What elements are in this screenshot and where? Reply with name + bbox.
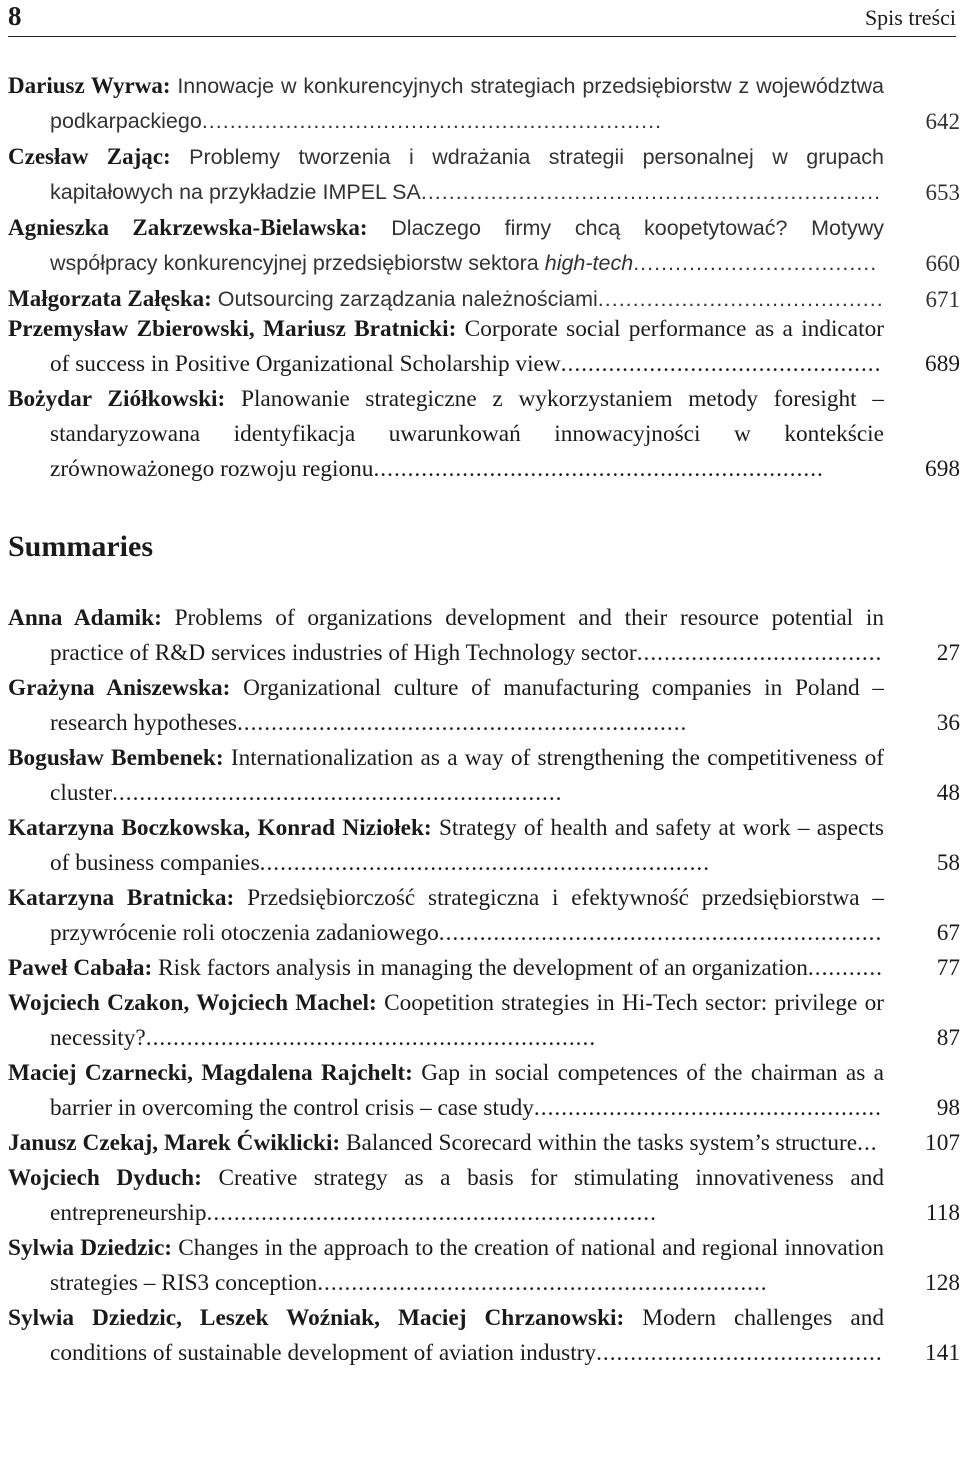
toc-entry — [8, 210, 960, 281]
toc-entry — [8, 1161, 960, 1231]
toc-leader-dots: .................................................................. — [259, 850, 711, 876]
toc-author: Katarzyna Boczkowska, Konrad Niziołek: — [8, 815, 432, 841]
toc-title: Risk factors analysis in managing the development of an organization — [158, 955, 808, 981]
toc-entry — [8, 68, 960, 139]
summaries-list — [8, 601, 960, 1371]
toc-page-number: 642 — [925, 109, 960, 134]
toc-entry-text — [8, 1056, 884, 1126]
toc-title: Planowanie strategiczne z wykorzystaniem metody foresight – standaryzowana identyfikacja uwarunkowań innowacyjności w kontekście zrównoważonego rozwoju regionu — [50, 386, 884, 482]
toc-entry — [8, 1126, 960, 1161]
toc-title: Coopetition strategies in Hi-Tech sector: privilege or necessity? — [50, 990, 884, 1051]
toc-entry-text — [8, 881, 884, 951]
toc-author: Bożydar Ziółkowski: — [8, 386, 226, 412]
toc-page-number: 36 — [936, 710, 960, 736]
toc-leader-dots: ................................................................. — [438, 920, 883, 946]
toc-title: Innowacje w konkurencyjnych strategiach przedsiębiorstw z województwa podkarpackiego — [50, 74, 884, 133]
toc-page-number: 653 — [925, 180, 960, 205]
toc-title: Internationalization as a way of strengthening the competitiveness of cluster — [50, 745, 884, 806]
toc-author: Bogusław Bembenek: — [8, 745, 224, 771]
toc-author: Małgorzata Załęska: — [8, 286, 212, 311]
summaries-heading: Summaries — [8, 530, 153, 563]
toc-entry-text — [8, 1301, 884, 1371]
toc-leader-dots: .......................................... — [596, 1340, 883, 1366]
toc-entry — [8, 741, 960, 811]
toc-entry — [8, 1301, 960, 1371]
toc-leader-dots: .................................................................. — [201, 109, 663, 133]
toc-entry — [8, 382, 960, 487]
toc-leader-dots: ................................... — [633, 251, 878, 275]
toc-page-number: 58 — [936, 850, 960, 876]
toc-page-number: 660 — [925, 251, 960, 276]
toc-leader-dots: .................................................................. — [145, 1025, 597, 1051]
toc-page-number: 128 — [925, 1270, 960, 1296]
toc-page-number: 118 — [925, 1200, 960, 1226]
toc-author: Dariusz Wyrwa: — [8, 73, 171, 98]
toc-author: Janusz Czekaj, Marek Ćwiklicki: — [8, 1130, 341, 1156]
toc-leader-dots: .................................................................. — [112, 780, 563, 806]
toc-leader-dots: ......................................... — [597, 287, 884, 311]
toc-page-number: 77 — [936, 955, 960, 981]
toc-entry-text — [8, 951, 884, 986]
toc-leader-dots: ... — [857, 1130, 878, 1156]
toc-entry-text — [8, 210, 884, 281]
toc-author: Grażyna Aniszewska: — [8, 675, 231, 701]
toc-polish-list — [8, 68, 960, 317]
toc-title: Changes in the approach to the creation of national and regional innovation strategies – RIS3 conception — [50, 1235, 884, 1296]
toc-leader-dots: .................................................................. — [420, 180, 882, 204]
toc-entry-text — [8, 1231, 884, 1301]
toc-page-number: 141 — [925, 1340, 960, 1366]
toc-page-number: 87 — [936, 1025, 960, 1051]
toc-author: Sylwia Dziedzic: — [8, 1235, 173, 1261]
toc-leader-dots: .................................................................. — [206, 1200, 657, 1226]
toc-author: Katarzyna Bratnicka: — [8, 885, 235, 911]
toc-page-number: 48 — [936, 780, 960, 806]
toc-title: Organizational culture of manufacturing companies in Poland – research hypotheses — [50, 675, 884, 736]
running-title: Spis treści — [864, 5, 956, 30]
toc-title: Outsourcing zarządzania należnościami — [217, 287, 598, 311]
toc-entry-text — [8, 382, 884, 487]
toc-title: Modern challenges and conditions of sustainable development of aviation industry — [50, 1305, 884, 1366]
toc-page-number: 98 — [936, 1095, 960, 1121]
toc-entry — [8, 1231, 960, 1301]
toc-entry-text — [8, 312, 884, 382]
toc-title: Strategy of health and safety at work – aspects of business companies — [50, 815, 884, 876]
toc-entry — [8, 811, 960, 881]
toc-page-number: 689 — [925, 351, 960, 377]
toc-title: Creative strategy as a basis for stimulating innovativeness and entrepreneurship — [50, 1165, 884, 1226]
toc-author: Czesław Zając: — [8, 144, 171, 169]
toc-leader-dots: ................................................... — [533, 1095, 882, 1121]
toc-page-number: 671 — [925, 287, 960, 312]
toc-entry-text — [8, 741, 884, 811]
toc-page-number: 698 — [925, 456, 960, 482]
toc-title: Przedsiębiorczość strategiczna i efektywność przedsiębiorstwa – przywrócenie roli otoczenia zadaniowego — [50, 885, 884, 946]
toc-entry — [8, 951, 960, 986]
toc-title: Corporate social performance as a indicator of success in Positive Organizational Scholarship view — [50, 316, 884, 377]
toc-entry-text — [8, 601, 884, 671]
toc-entry — [8, 601, 960, 671]
toc-leader-dots: .................................................................. — [236, 710, 688, 736]
page-number: 8 — [8, 1, 22, 31]
toc-author: Agnieszka Zakrzewska-Bielawska: — [8, 215, 368, 240]
toc-page-number: 107 — [925, 1130, 960, 1156]
toc-entry-text — [8, 671, 884, 741]
toc-entry — [8, 1056, 960, 1126]
toc-entry-text — [8, 68, 884, 139]
toc-author: Przemysław Zbierowski, Mariusz Bratnicki: — [8, 316, 457, 342]
toc-page-number: 27 — [936, 640, 960, 666]
toc-leader-dots: .................................... — [636, 640, 883, 666]
toc-entry-text — [8, 986, 884, 1056]
toc-title: Balanced Scorecard within the tasks system’s structure — [346, 1130, 858, 1156]
toc-author: Paweł Cabała: — [8, 955, 153, 981]
toc-author: Anna Adamik: — [8, 605, 162, 631]
toc-title: Dlaczego firmy chcą koopetytować? Motywy współpracy konkurencyjnej przedsiębiorstw sektora — [50, 216, 884, 275]
toc-serif-list — [8, 312, 960, 487]
toc-entry-text — [8, 811, 884, 881]
toc-entry — [8, 986, 960, 1056]
toc-author: Wojciech Czakon, Wojciech Machel: — [8, 990, 377, 1016]
toc-author: Wojciech Dyduch: — [8, 1165, 202, 1191]
toc-title: Problems of organizations development and their resource potential in practice of R&D services industries of High Technology sector — [50, 605, 884, 666]
toc-leader-dots: ............................................... — [560, 351, 882, 377]
toc-entry — [8, 881, 960, 951]
toc-author: Maciej Czarnecki, Magdalena Rajchelt: — [8, 1060, 413, 1086]
toc-entry — [8, 312, 960, 382]
toc-page-number: 67 — [936, 920, 960, 946]
toc-title-italic: high-tech — [544, 251, 634, 275]
toc-entry-text — [8, 1126, 884, 1161]
toc-leader-dots: ........... — [807, 955, 883, 981]
toc-title: Gap in social competences of the chairman as a barrier in overcoming the control crisis – case study — [50, 1060, 884, 1121]
toc-leader-dots: .................................................................. — [373, 456, 824, 482]
page-header — [8, 0, 956, 37]
toc-leader-dots: .................................................................. — [317, 1270, 768, 1296]
toc-entry — [8, 671, 960, 741]
toc-author: Sylwia Dziedzic, Leszek Woźniak, Maciej Chrzanowski: — [8, 1305, 625, 1331]
toc-title: Problemy tworzenia i wdrażania strategii personalnej w grupach kapitałowych na przykładzie IMPEL SA — [50, 145, 884, 204]
toc-entry-text — [8, 139, 884, 210]
toc-entry-text — [8, 1161, 884, 1231]
toc-entry — [8, 139, 960, 210]
